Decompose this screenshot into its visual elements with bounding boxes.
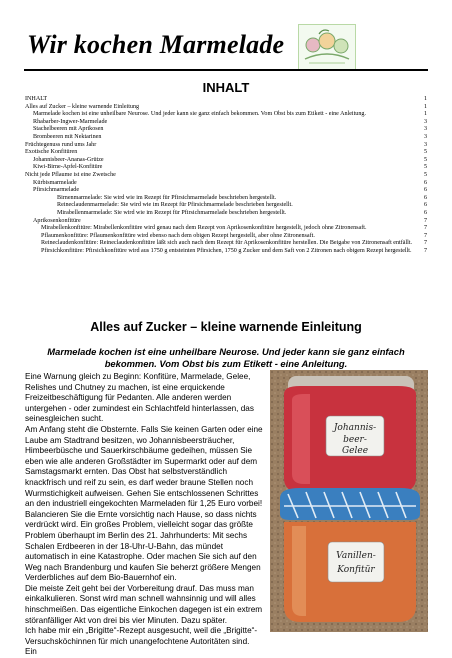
toc-entry-text: Mirabellenmarmelade: Sie wird wie im Rezept für Pfirsichmarmelade beschrieben hergestellt. [57, 209, 287, 216]
toc-entry[interactable] [25, 119, 427, 127]
toc-entry[interactable] [25, 142, 427, 150]
toc-entry-text: Reineclaudenkonfitüre: Reineclaudenkonfitüre läßt sich auch nach dem Rezept für Aprikosenkonfitüre herstellen. Die Beigabe von Zitronensaft entfällt. [41, 240, 413, 247]
article-intro: Marmelade kochen ist eine unheilbare Neurose. Und jeder kann sie ganz einfach bekommen. Vom Obst bis zum Etikett - eine Anleitung. [47, 346, 405, 369]
toc-entry-text: INHALT [25, 96, 48, 102]
top-jar-label-3: Gelee [341, 446, 369, 456]
toc-entry-text: Birnenmarmelade: Sie wird wie im Rezept für Pfirsichmarmelade beschrieben hergestellt. [57, 194, 277, 201]
toc-entry-page: 7 [423, 247, 427, 254]
toc-entry-text: Rhabarber-Ingwer-Marmelade [33, 118, 108, 125]
bottom-jar-label-2: Konfitür [337, 565, 375, 575]
document-title: Wir kochen Marmelade [27, 30, 285, 59]
fruit-logo-icon [299, 25, 355, 69]
toc-entry[interactable] [25, 240, 427, 248]
toc-entry-page: 5 [423, 164, 427, 171]
fruit-logo [298, 24, 356, 70]
top-jar-label-2: beer- [343, 435, 367, 445]
section-heading: Alles auf Zucker – kleine warnende Einleitung [90, 320, 362, 334]
toc-entry[interactable] [25, 218, 427, 226]
table-of-contents [25, 96, 427, 255]
toc-entry-text: Brombeeren mit Nektarinen [33, 133, 102, 140]
toc-entry[interactable] [25, 225, 427, 233]
toc-entry[interactable] [25, 164, 427, 172]
bottom-jar-lid [280, 488, 420, 520]
title-divider [24, 69, 428, 71]
toc-entry[interactable] [25, 96, 427, 104]
toc-entry-text: Kürbismarmelade [33, 179, 77, 186]
toc-entry[interactable] [25, 202, 427, 210]
toc-entry[interactable] [25, 210, 427, 218]
toc-entry-page: 7 [423, 232, 427, 239]
toc-entry-page: 5 [423, 156, 427, 163]
article-body [25, 372, 263, 658]
article-paragraph: Ich habe mir ein „Brigitte“-Rezept ausgesucht, weil die „Brigitte“-Versuchsköchinnen für mich unangefochtene Autoritäten sind. Ein [25, 626, 258, 657]
toc-entry-page: 6 [423, 187, 427, 194]
toc-entry-page: 3 [423, 141, 427, 148]
toc-entry-page: 1 [423, 111, 427, 118]
toc-entry-page: 1 [423, 96, 427, 102]
toc-entry-page: 6 [423, 194, 427, 201]
article-paragraph: Die meiste Zeit geht bei der Vorbereitung drauf. Das muss man einkalkulieren. Sonst wird man schnell wahnsinnig und will alles hinschmeißen. Das eigentliche Einkochen dagegen ist ein extrem störanfälliger Akt von drei bis vier Minuten. Dazu später. [25, 583, 263, 625]
toc-entry-text: Stachelbeeren mit Aprikosen [33, 126, 104, 133]
toc-entry-page: 3 [423, 118, 427, 125]
top-jar-label-1: Johannis- [333, 423, 377, 433]
toc-entry[interactable] [25, 149, 427, 157]
toc-entry-text: Nicht jede Pflaume ist eine Zwetsche [25, 171, 116, 178]
toc-entry[interactable] [25, 111, 427, 119]
toc-entry-page: 6 [423, 179, 427, 186]
toc-entry[interactable] [25, 134, 427, 142]
toc-entry-text: Johannisbeer-Ananas-Grütze [33, 156, 104, 163]
toc-entry-text: Kiwi-Birne-Apfel-Konfitüre [33, 164, 103, 171]
toc-entry-page: 5 [423, 149, 427, 156]
toc-entry-text: Pfirsichmarmelade [33, 187, 80, 194]
toc-entry-page: 5 [423, 171, 427, 178]
toc-entry-text: Reineclaudenmarmelade: Sie wird wie im Rezept für Pfirsichmarmelade beschrieben hergestellt. [57, 202, 293, 209]
toc-entry-page: 1 [423, 103, 427, 110]
toc-entry[interactable] [25, 126, 427, 134]
toc-entry-page: 6 [423, 202, 427, 209]
bottom-jar-label-1: Vanillen- [336, 551, 376, 561]
toc-entry-text: Pfirsichkonfitüre: Pfirsichkonfitüre wird aus 1750 g entsteinten Pfirsichen, 1750 g Zucker und dem Saft von 2 Zitronen nach obigem Rezept hergestellt. [41, 247, 412, 254]
toc-entry-page: 7 [423, 240, 427, 247]
toc-entry-text: Marmelade kochen ist eine unheilbare Neurose. Und jeder kann sie ganz einfach bekommen. Vom Obst bis zum Etikett - eine Anleitung. [33, 111, 366, 118]
article-paragraph: Eine Warnung gleich zu Beginn: Konfitüre, Marmelade, Gelee, Relishes und Chutney zu machen, ist eine erquickende Freizeitbeschäftigung für Pedanten. Alle anderen werden untergehen - oder zumindest ein Schlachtfeld hinterlassen, das seinesgleichen sucht. [25, 372, 254, 424]
toc-entry[interactable] [25, 248, 427, 256]
toc-entry-text: Pflaumenkonfitüre: Pflaumenkonfitüre wird ebenso nach dem obigen Rezept hergestellt, aber ohne Zitronensaft. [41, 232, 315, 239]
jam-jars-photo [270, 370, 428, 632]
toc-entry-page: 7 [423, 217, 427, 224]
toc-entry-text: Aprikosenkonfitüre [33, 217, 81, 224]
toc-entry-text: Exotische Konfitüren [25, 149, 78, 156]
toc-entry-text: Früchtegenuss rund ums Jahr [25, 141, 97, 148]
toc-entry[interactable] [25, 180, 427, 188]
toc-entry-page: 6 [423, 209, 427, 216]
toc-entry-page: 3 [423, 126, 427, 133]
toc-entry-page: 3 [423, 133, 427, 140]
toc-entry[interactable] [25, 187, 427, 195]
toc-heading: INHALT [202, 80, 250, 95]
toc-entry-text: Alles auf Zucker – kleine warnende Einleitung [25, 103, 140, 110]
toc-entry-text: Mirabellenkonfitüre: Mirabellenkonfitüre wird genau nach dem Rezept von Aprikosenkonfitüre hergestellt, jedoch ohne Zitronensaft. [41, 225, 367, 232]
toc-entry[interactable] [25, 172, 427, 180]
article-paragraph: Am Anfang steht die Obsternte. Falls Sie keinen Garten oder eine Laube am Stadtrand besitzen, wo Johannisbeersträucher, Himbeerbüsche und Sauerkirschbäume gedeihen, müssen Sie eben wie alle anderen Großstädter im Supermarkt oder auf dem Samstagsmarkt ernten. Das Obst hat selbstverständlich knackfrisch und reif zu sein, es darf weder braune Stellen noch Wurmstichigkeit aufweisen. Gehen Sie entschlossenen Schrittes an den industriell eingekochten Marmeladen für 1,25 Euro vorbei! Balancieren Sie die Ernte vorsichtig nach Hause, so dass nichts verdrückt wird. Ein großes Problem, vielleicht sogar das größte Problem überhaupt im Berlin des 21. Jahrhunderts: Mit sechs Schalen Erdbeeren in der 18-Uhr-U-Bahn, das mündet automatisch in eine Katastrophe. Oder machen Sie sich auf den Weg nach Brandenburg und kaufen Sie beherzt größere Mengen Verderbliches auf dem Bio-Bauernhof ein. [25, 424, 263, 583]
toc-entry-page: 7 [423, 225, 427, 232]
